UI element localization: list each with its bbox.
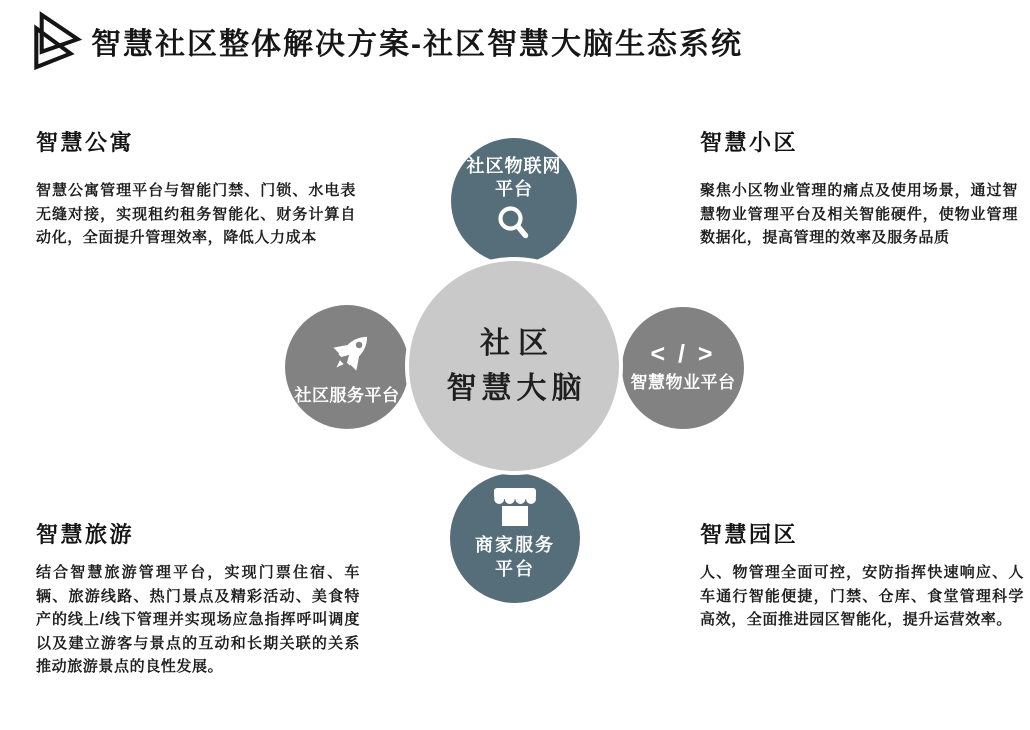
section-heading: 智慧公寓 <box>36 130 135 155</box>
section-body: 结合智慧旅游管理平台，实现门票住宿、车辆、旅游线路、热门景点及精彩活动、美食特产的线上/线下管理并实现场应急指挥呼叫调度以及建立游客与景点的互动和长期关联的关系推动旅游景点的良性发展。 <box>36 564 360 675</box>
section-heading: 智慧园区 <box>700 522 799 547</box>
section-smart-residential <box>700 126 1018 250</box>
circle-label-line2: 平台 <box>495 559 535 580</box>
circle-iot-platform <box>451 138 577 264</box>
magnifier-icon <box>494 204 534 249</box>
circle-label: 智慧物业平台 <box>630 372 736 392</box>
center-label-line2: 智慧大脑 <box>446 372 587 405</box>
section-smart-park <box>700 518 1024 632</box>
circle-service-platform <box>285 305 409 429</box>
circle-label-line1: 社区物联网 <box>466 156 562 176</box>
section-smart-apartment <box>36 126 356 250</box>
header <box>30 10 743 72</box>
section-heading: 智慧旅游 <box>36 522 135 547</box>
page-title: 智慧社区整体解决方案-社区智慧大脑生态系统 <box>91 28 743 61</box>
section-smart-tourism <box>36 518 360 679</box>
code-icon: < / > <box>650 339 716 368</box>
center-label-line1: 社区 <box>480 327 556 360</box>
circle-label-line1: 商家服务 <box>475 535 555 555</box>
rocket-icon <box>325 327 377 384</box>
circle-label: 社区服务平台 <box>294 385 400 405</box>
circle-label-line2: 平台 <box>495 179 533 200</box>
circle-property-platform <box>622 307 744 429</box>
circle-community-smart-brain <box>405 257 623 475</box>
circle-merchant-platform <box>450 473 580 603</box>
storefront-icon <box>493 486 537 533</box>
play-triangles-logo-icon <box>30 10 84 72</box>
section-body: 聚焦小区物业管理的痛点及使用场景，通过智慧物业管理平台及相关智能硬件，使物业管理数据化，提高管理的效率及服务品质 <box>700 182 1018 246</box>
section-heading: 智慧小区 <box>700 130 799 155</box>
section-body: 智慧公寓管理平台与智能门禁、门锁、水电表无缝对接，实现租约租务智能化、财务计算自动化，全面提升管理效率，降低人力成本 <box>36 182 356 246</box>
section-body: 人、物管理全面可控，安防指挥快速响应、人车通行智能便捷，门禁、仓库、食堂管理科学高效，全面推进园区智能化，提升运营效率。 <box>700 564 1024 628</box>
